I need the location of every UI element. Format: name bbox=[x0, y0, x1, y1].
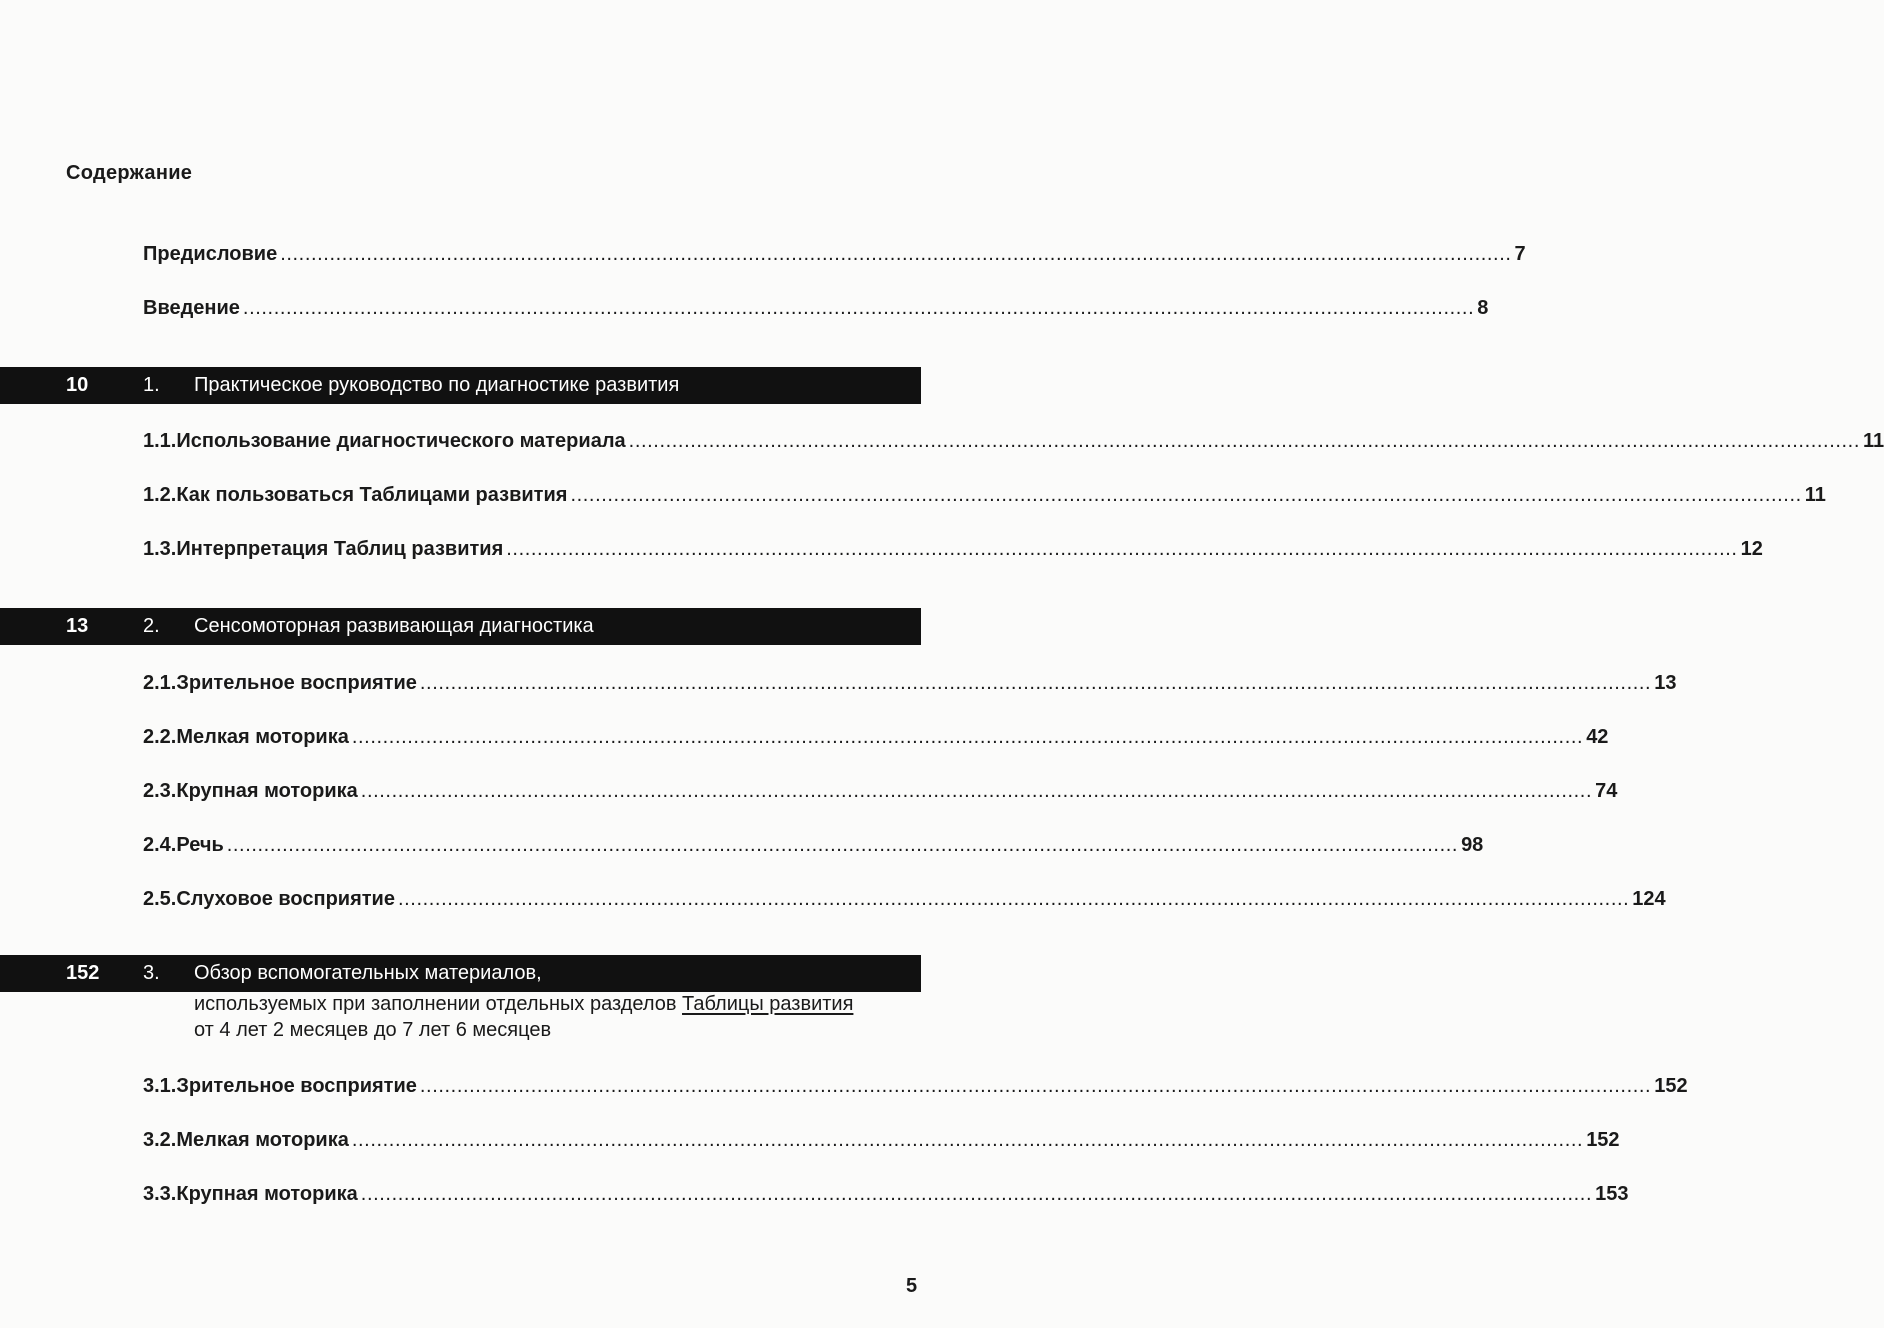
section-header-1[interactable] bbox=[0, 367, 921, 404]
dot-leader: ........................................................................................................................................................................................................ bbox=[280, 243, 1512, 265]
entry-label: Зрительное восприятие bbox=[176, 672, 417, 694]
dot-leader: ........................................................................................................................................................................................................ bbox=[360, 1183, 1593, 1205]
entry-number: 1.2. bbox=[143, 484, 177, 506]
section-header-2[interactable] bbox=[0, 608, 921, 645]
dot-leader: ........................................................................................................................................................................................................ bbox=[351, 1129, 1584, 1151]
entry-number: 1.3. bbox=[143, 538, 177, 560]
toc-entry-introduction[interactable] bbox=[143, 297, 1489, 323]
entry-label: Введение bbox=[143, 297, 240, 319]
dot-leader: ........................................................................................................................................................................................................ bbox=[226, 834, 1459, 856]
entry-page: 11 bbox=[1862, 430, 1884, 452]
dot-leader: ........................................................................................................................................................................................................ bbox=[570, 484, 1802, 506]
section-start-page: 10 bbox=[66, 374, 89, 396]
subtitle-prefix: используемых при заполнении отдельных разделов bbox=[194, 993, 683, 1015]
section-number: 2. bbox=[143, 615, 160, 637]
dot-leader: ........................................................................................................................................................................................................ bbox=[360, 780, 1593, 802]
entry-number: 1.1. bbox=[143, 430, 177, 452]
entry-label: Крупная моторика bbox=[176, 1183, 358, 1205]
dot-leader: ........................................................................................................................................................................................................ bbox=[419, 1075, 1652, 1097]
page-number: 5 bbox=[906, 1275, 918, 1297]
entry-label: Интерпретация Таблиц развития bbox=[176, 538, 504, 560]
entry-page: 11 bbox=[1804, 484, 1826, 506]
entry-page: 7 bbox=[1514, 243, 1526, 265]
entry-page: 98 bbox=[1461, 834, 1484, 856]
entry-number: 3.2. bbox=[143, 1129, 177, 1151]
entry-page: 153 bbox=[1595, 1183, 1629, 1205]
section-number: 3. bbox=[143, 962, 160, 984]
entry-number: 2.1. bbox=[143, 672, 177, 694]
entry-page: 152 bbox=[1654, 1075, 1688, 1097]
entry-number: 3.3. bbox=[143, 1183, 177, 1205]
entry-page: 124 bbox=[1632, 888, 1666, 910]
section-number: 1. bbox=[143, 374, 160, 396]
section-subtitle-line2: от 4 лет 2 месяцев до 7 лет 6 месяцев bbox=[194, 1019, 552, 1041]
entry-number: 3.1. bbox=[143, 1075, 177, 1097]
entry-label: Мелкая моторика bbox=[176, 726, 349, 748]
dot-leader: ........................................................................................................................................................................................................ bbox=[397, 888, 1630, 910]
entry-page: 42 bbox=[1586, 726, 1609, 748]
toc-entry[interactable] bbox=[143, 484, 1826, 510]
entry-page: 74 bbox=[1595, 780, 1618, 802]
toc-entry[interactable] bbox=[143, 780, 1618, 806]
toc-entry[interactable] bbox=[143, 888, 1666, 914]
toc-entry[interactable] bbox=[143, 672, 1677, 698]
subtitle-link[interactable]: Таблицы развития bbox=[682, 993, 854, 1015]
entry-number: 2.5. bbox=[143, 888, 177, 910]
entry-number: 2.4. bbox=[143, 834, 177, 856]
dot-leader: ........................................................................................................................................................................................................ bbox=[351, 726, 1584, 748]
entry-label: Речь bbox=[176, 834, 224, 856]
section-title: Практическое руководство по диагностике развития bbox=[194, 374, 680, 396]
section-start-page: 13 bbox=[66, 615, 89, 637]
toc-entry[interactable] bbox=[143, 1075, 1688, 1101]
dot-leader: ........................................................................................................................................................................................................ bbox=[242, 297, 1475, 319]
toc-entry[interactable] bbox=[143, 834, 1484, 860]
entry-page: 13 bbox=[1654, 672, 1677, 694]
dot-leader: ........................................................................................................................................................................................................ bbox=[628, 430, 1860, 452]
section-subtitle-line1 bbox=[194, 993, 853, 1016]
toc-entry[interactable] bbox=[143, 1129, 1620, 1155]
section-title: Сенсомоторная развивающая диагностика bbox=[194, 615, 594, 637]
section-start-page: 152 bbox=[66, 962, 100, 984]
toc-entry[interactable] bbox=[143, 1183, 1629, 1209]
toc-title: Содержание bbox=[66, 162, 193, 184]
toc-entry[interactable] bbox=[143, 538, 1763, 564]
entry-page: 8 bbox=[1477, 297, 1489, 319]
entry-number: 2.3. bbox=[143, 780, 177, 802]
entry-label: Зрительное восприятие bbox=[176, 1075, 417, 1097]
entry-label: Как пользоваться Таблицами развития bbox=[176, 484, 568, 506]
entry-label: Мелкая моторика bbox=[176, 1129, 349, 1151]
toc-entry[interactable] bbox=[143, 726, 1609, 752]
entry-label: Слуховое восприятие bbox=[176, 888, 395, 910]
toc-entry-preface[interactable] bbox=[143, 243, 1526, 269]
section-title: Обзор вспомогательных материалов, bbox=[194, 962, 542, 984]
entry-number: 2.2. bbox=[143, 726, 177, 748]
dot-leader: ........................................................................................................................................................................................................ bbox=[419, 672, 1652, 694]
entry-label: Предисловие bbox=[143, 243, 278, 265]
entry-label: Крупная моторика bbox=[176, 780, 358, 802]
entry-page: 12 bbox=[1740, 538, 1763, 560]
section-header-3[interactable] bbox=[0, 955, 921, 992]
dot-leader: ........................................................................................................................................................................................................ bbox=[506, 538, 1738, 560]
entry-label: Использование диагностического материала bbox=[176, 430, 626, 452]
entry-page: 152 bbox=[1586, 1129, 1620, 1151]
toc-entry[interactable] bbox=[143, 430, 1884, 456]
